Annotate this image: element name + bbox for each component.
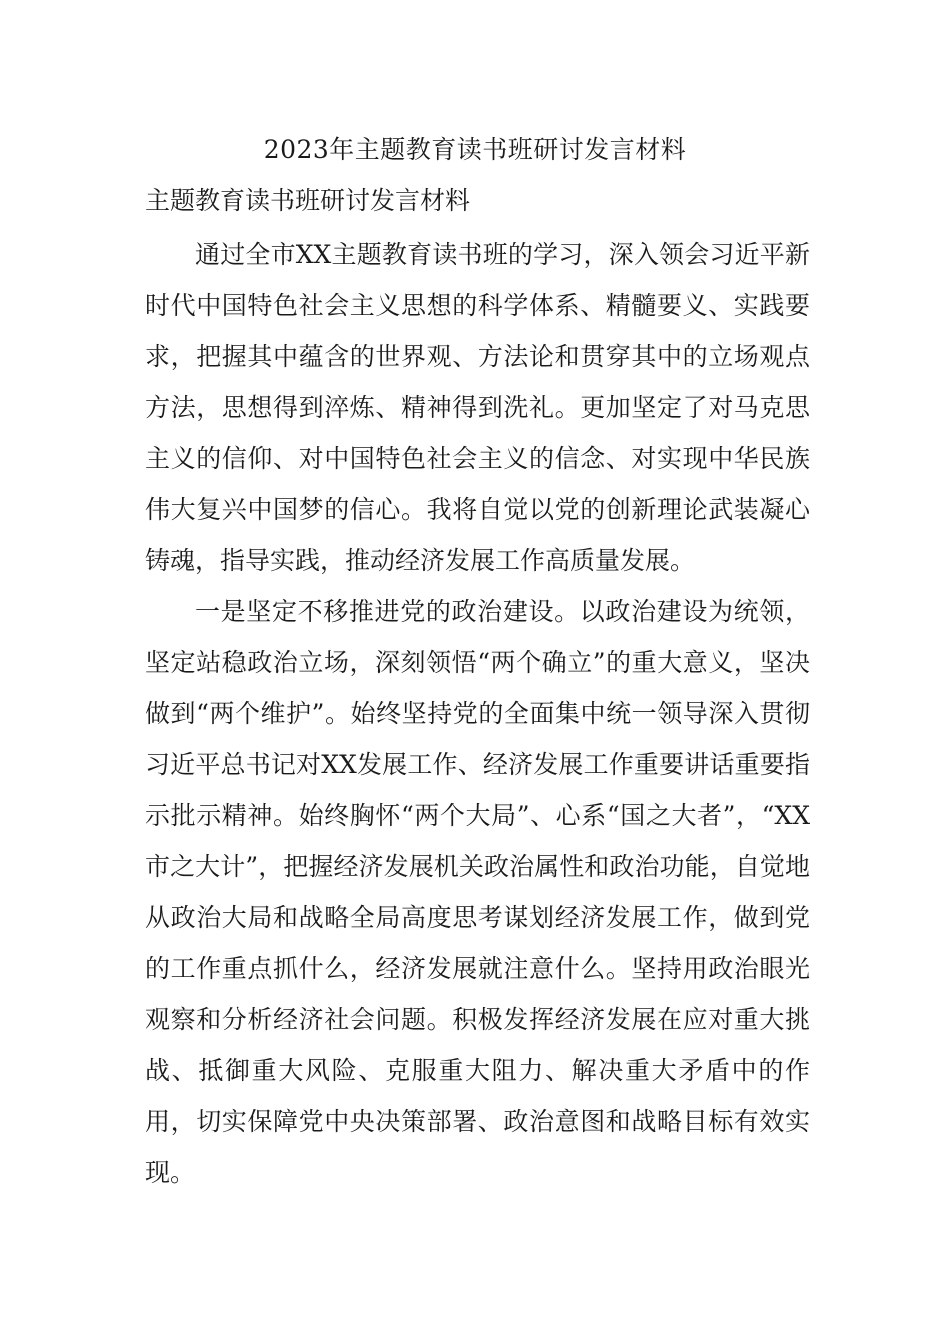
paragraph: 一是坚定不移推进党的政治建设。以政治建设为统领，坚定站稳政治立场，深刻领悟“两个确立”的重大意义，坚决做到“两个维护”。始终坚持党的全面集中统一领导深入贯彻习近平总书记对XX发展工作、经济发展工作重要讲话重要指示批示精神。始终胸怀“两个大局”、心系“国之大者”，“XX市之大计”，把握经济发展机关政治属性和政治功能，自觉地从政治大局和战略全局高度思考谋划经济发展工作，做到党的工作重点抓什么，经济发展就注意什么。坚持用政治眼光观察和分析经济社会问题。积极发挥经济发展在应对重大挑战、抵御重大风险、克服重大阻力、解决重大矛盾中的作用，切实保障党中央决策部署、政治意图和战略目标有效实现。: [145, 597, 810, 1187]
document-title: 2023年主题教育读书班研讨发言材料: [263, 135, 687, 164]
paragraph: 通过全市XX主题教育读书班的学习，深入领会习近平新时代中国特色社会主义思想的科学体系、精髓要义、实践要求，把握其中蕴含的世界观、方法论和贯穿其中的立场观点方法，思想得到淬炼、精神得到洗礼。更加坚定了对马克思主义的信仰、对中国特色社会主义的信念、对实现中华民族伟大复兴中国梦的信心。我将自觉以党的创新理论武装凝心铸魂，指导实践，推动经济发展工作高质量发展。: [145, 240, 810, 575]
document-subtitle: 主题教育读书班研讨发言材料: [145, 186, 471, 215]
document-body: [145, 229, 810, 1198]
